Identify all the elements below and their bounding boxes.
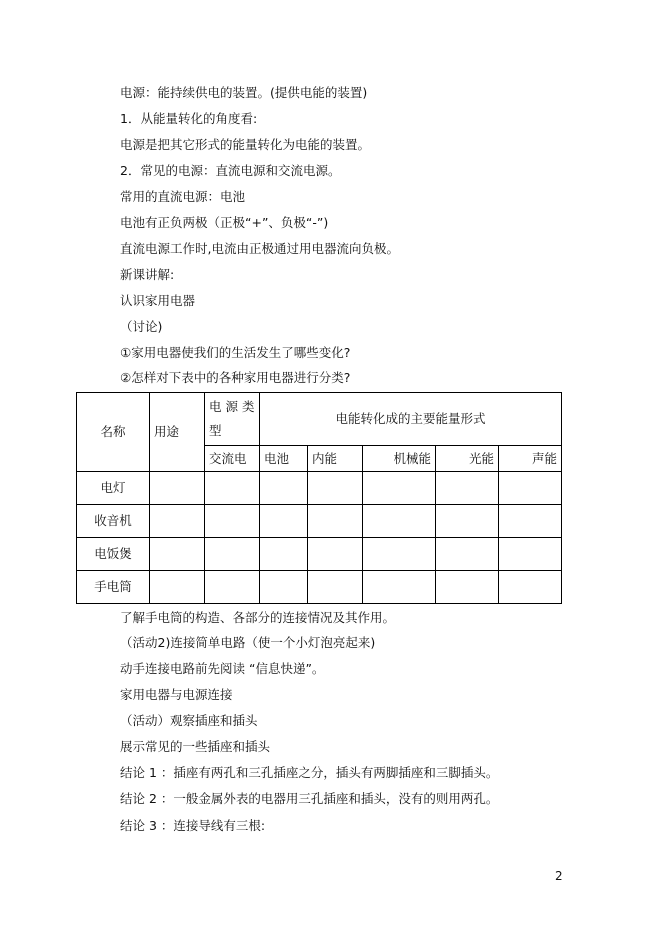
header-energy-form: 电能转化成的主要能量形式 — [260, 393, 562, 446]
table-cell — [260, 538, 308, 571]
text-line: 新课讲解: — [120, 267, 175, 282]
appliance-classification-table — [76, 392, 562, 604]
text-line: 结论 3 ：连接导线有三根: — [120, 818, 266, 833]
text-line: 电源是把其它形式的能量转化为电能的装置。 — [120, 137, 371, 152]
text-line: 家用电器与电源连接 — [120, 687, 233, 702]
table-cell — [436, 505, 499, 538]
text-line: 展示常见的一些插座和插头 — [120, 739, 271, 754]
table-cell — [363, 505, 436, 538]
text-line: 常用的直流电源：电池 — [120, 189, 246, 204]
text-line: ②怎样对下表中的各种家用电器进行分类? — [120, 370, 351, 385]
text-line: 认识家用电器 — [120, 293, 196, 308]
table-cell — [363, 571, 436, 604]
text-line: 了解手电筒的构造、各部分的连接情况及其作用。 — [120, 610, 396, 625]
table-cell — [150, 571, 205, 604]
table-cell — [308, 538, 363, 571]
table-cell — [499, 571, 562, 604]
text-line: 动手连接电路前先阅读 “信息快递”。 — [120, 661, 325, 676]
text-line: 直流电源工作时,电流由正极通过用电器流向负极。 — [120, 241, 399, 256]
subheader-ac: 交流电 — [205, 446, 260, 472]
table-cell — [260, 472, 308, 505]
table-cell — [205, 472, 260, 505]
text-line: （活动2)连接简单电路（使一个小灯泡亮起来) — [120, 635, 376, 650]
text-line: ①家用电器使我们的生活发生了哪些变化? — [120, 345, 351, 360]
table-cell — [499, 505, 562, 538]
table-cell — [436, 571, 499, 604]
row-label: 收音机 — [77, 505, 150, 538]
table-cell — [205, 538, 260, 571]
table-cell — [363, 538, 436, 571]
text-line: 2．常见的电源：直流电源和交流电源。 — [120, 163, 341, 178]
table-cell — [499, 538, 562, 571]
table-cell — [308, 472, 363, 505]
header-use: 用途 — [150, 393, 205, 472]
table-cell — [436, 472, 499, 505]
page-number: 2 — [555, 869, 563, 883]
table-row — [77, 571, 562, 604]
table-cell — [260, 505, 308, 538]
table-cell — [436, 538, 499, 571]
table-row — [77, 472, 562, 505]
text-line: 结论 1 ：插座有两孔和三孔插座之分，插头有两脚插座和三脚插头。 — [120, 765, 499, 780]
table-row — [77, 505, 562, 538]
text-line: 1．从能量转化的角度看: — [120, 111, 258, 126]
table-row — [77, 538, 562, 571]
table-cell — [205, 505, 260, 538]
table-cell — [363, 472, 436, 505]
header-source-type-line1: 电 源 类 — [209, 399, 255, 414]
table-cell — [150, 472, 205, 505]
table-cell — [150, 505, 205, 538]
header-source-type — [205, 393, 260, 446]
row-label: 手电筒 — [77, 571, 150, 604]
subheader-internal-energy: 内能 — [308, 446, 363, 472]
header-name: 名称 — [77, 393, 150, 472]
subheader-sound-energy: 声能 — [499, 446, 562, 472]
text-line: （活动）观察插座和插头 — [120, 713, 258, 728]
table-cell — [308, 571, 363, 604]
table-cell — [260, 571, 308, 604]
subheader-battery: 电池 — [260, 446, 308, 472]
table-cell — [308, 505, 363, 538]
subheader-mechanical-energy: 机械能 — [363, 446, 436, 472]
subheader-light-energy: 光能 — [436, 446, 499, 472]
table-cell — [499, 472, 562, 505]
table-cell — [150, 538, 205, 571]
table-cell — [205, 571, 260, 604]
row-label: 电灯 — [77, 472, 150, 505]
header-source-type-line2: 型 — [209, 423, 222, 438]
text-line: 电池有正负两极（正极“+”、负极“-”) — [120, 215, 329, 230]
text-line: 结论 2 ：一般金属外表的电器用三孔插座和插头，没有的则用两孔。 — [120, 791, 499, 806]
row-label: 电饭煲 — [77, 538, 150, 571]
text-line: 电源：能持续供电的装置。(提供电能的装置) — [120, 85, 368, 100]
text-line: （讨论) — [120, 319, 163, 334]
